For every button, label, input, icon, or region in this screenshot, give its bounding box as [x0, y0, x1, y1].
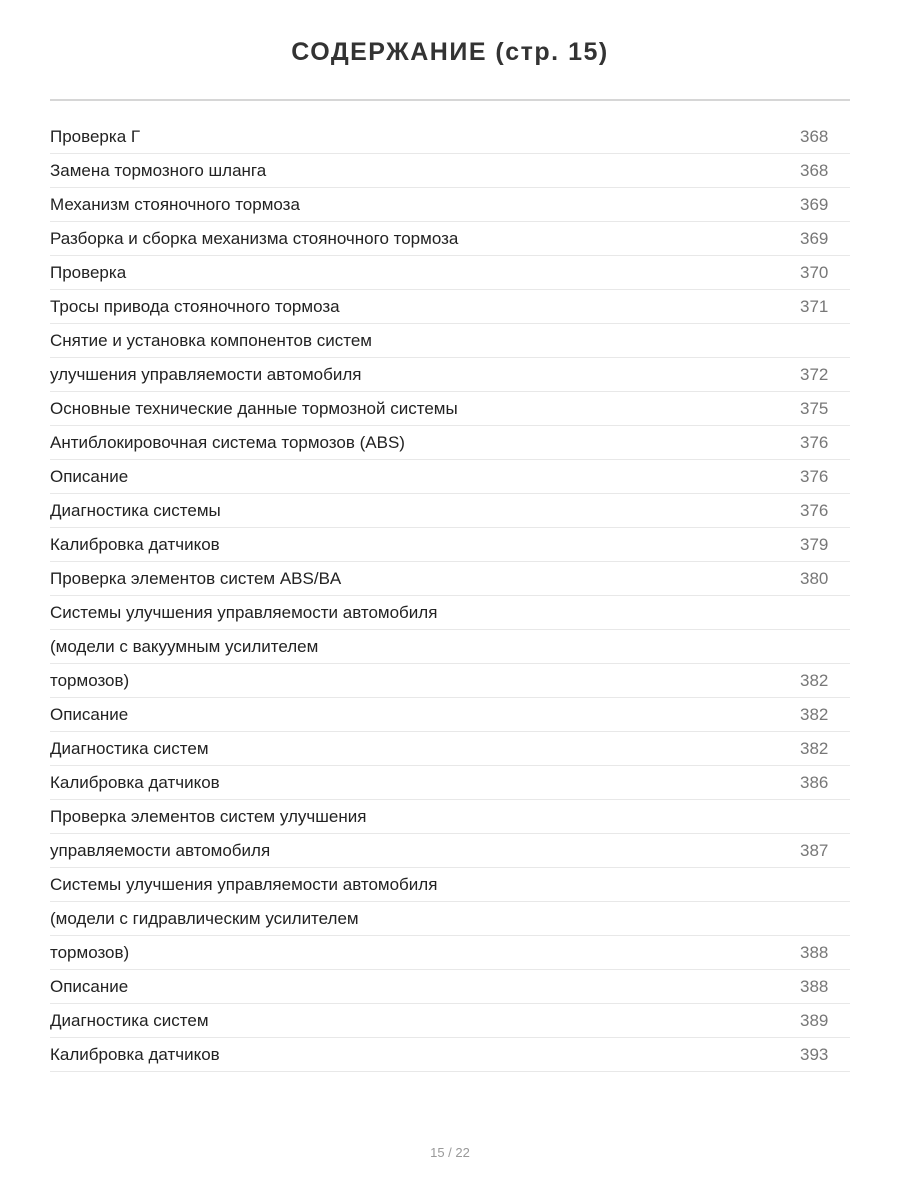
- toc-entry-page: 393: [800, 1044, 829, 1064]
- toc-entry-title: Тросы привода стояночного тормоза: [50, 296, 340, 316]
- toc-entry-title: Системы улучшения управляемости автомобиля: [50, 874, 438, 894]
- toc-entry-page: 368: [800, 126, 829, 146]
- toc-row[interactable]: [50, 154, 850, 188]
- toc-row[interactable]: [50, 494, 850, 528]
- toc-row[interactable]: [50, 1004, 850, 1038]
- toc-entry-page: 375: [800, 398, 829, 418]
- toc-entry-title: Проверка элементов систем улучшения: [50, 806, 367, 826]
- toc-entry-page: 369: [800, 194, 829, 214]
- page-title: СОДЕРЖАНИЕ (стр. 15): [291, 38, 609, 66]
- toc-entry-title: тормозов): [50, 942, 130, 962]
- toc-entry-title: Диагностика системы: [50, 500, 221, 520]
- toc-entry-page: 388: [800, 976, 829, 996]
- toc-row[interactable]: [50, 868, 850, 902]
- toc-entry-page: 369: [800, 228, 829, 248]
- toc-entry-page: 372: [800, 364, 829, 384]
- toc-entry-page: 382: [800, 670, 829, 690]
- title-divider: [50, 99, 850, 101]
- toc-entry-title: Проверка: [50, 262, 127, 282]
- toc-entry-title: Снятие и установка компонентов систем: [50, 330, 372, 350]
- toc-row[interactable]: [50, 120, 850, 154]
- toc-entry-page: 382: [800, 738, 829, 758]
- toc-entry-page: 380: [800, 568, 829, 588]
- toc-entry-title: Калибровка датчиков: [50, 534, 220, 554]
- toc-row[interactable]: [50, 766, 850, 800]
- toc-row[interactable]: [50, 630, 850, 664]
- toc-entry-title: Системы улучшения управляемости автомобиля: [50, 602, 438, 622]
- toc-entry-page: 371: [800, 296, 829, 316]
- toc-row[interactable]: [50, 562, 850, 596]
- toc-entry-title: Описание: [50, 704, 129, 724]
- toc-entry-title: Описание: [50, 466, 129, 486]
- toc-entry-page: 376: [800, 466, 829, 486]
- toc-row[interactable]: [50, 528, 850, 562]
- toc-row[interactable]: [50, 358, 850, 392]
- page-counter: 15 / 22: [430, 1145, 470, 1160]
- toc-row[interactable]: [50, 902, 850, 936]
- toc-row[interactable]: [50, 460, 850, 494]
- toc-row[interactable]: [50, 392, 850, 426]
- toc-row[interactable]: [50, 256, 850, 290]
- toc-entry-title: Диагностика систем: [50, 1010, 209, 1030]
- toc-entry-page: 387: [800, 840, 829, 860]
- toc-entry-page: 389: [800, 1010, 829, 1030]
- toc-row[interactable]: [50, 936, 850, 970]
- toc-entry-title: тормозов): [50, 670, 130, 690]
- toc-entry-title: Разборка и сборка механизма стояночного тормоза: [50, 228, 459, 248]
- toc-row[interactable]: [50, 222, 850, 256]
- toc-entry-page: 379: [800, 534, 829, 554]
- toc-row[interactable]: [50, 290, 850, 324]
- toc-entry-page: 376: [800, 432, 829, 452]
- toc-row[interactable]: [50, 596, 850, 630]
- toc-entry-page: 386: [800, 772, 829, 792]
- toc-entry-title: улучшения управляемости автомобиля: [50, 364, 362, 384]
- toc-row[interactable]: [50, 970, 850, 1004]
- toc-row[interactable]: [50, 834, 850, 868]
- toc-entry-title: (модели с гидравлическим усилителем: [50, 908, 359, 928]
- toc-entry-title: Антиблокировочная система тормозов (ABS): [50, 432, 405, 452]
- toc-entry-title: Описание: [50, 976, 129, 996]
- toc-entry-page: 382: [800, 704, 829, 724]
- toc-entry-title: Калибровка датчиков: [50, 772, 220, 792]
- toc-row[interactable]: [50, 324, 850, 358]
- toc-row[interactable]: [50, 664, 850, 698]
- toc-entry-title: управляемости автомобиля: [50, 840, 271, 860]
- toc-row[interactable]: [50, 1038, 850, 1072]
- toc-entry-page: 368: [800, 160, 829, 180]
- toc-entry-title: Основные технические данные тормозной системы: [50, 398, 458, 418]
- toc-entry-page: 370: [800, 262, 829, 282]
- toc-row[interactable]: [50, 188, 850, 222]
- toc-row[interactable]: [50, 800, 850, 834]
- toc-entry-title: Диагностика систем: [50, 738, 209, 758]
- toc-row[interactable]: [50, 426, 850, 460]
- toc-entry-title: (модели с вакуумным усилителем: [50, 636, 319, 656]
- toc-entry-title: Замена тормозного шланга: [50, 160, 267, 180]
- toc-list: [50, 120, 850, 1072]
- toc-row[interactable]: [50, 698, 850, 732]
- toc-entry-page: 388: [800, 942, 829, 962]
- toc-entry-title: Проверка элементов систем ABS/BA: [50, 568, 342, 588]
- toc-entry-title: Проверка Г: [50, 126, 141, 146]
- toc-entry-title: Калибровка датчиков: [50, 1044, 220, 1064]
- toc-entry-title: Механизм стояночного тормоза: [50, 194, 300, 214]
- toc-entry-page: 376: [800, 500, 829, 520]
- toc-row[interactable]: [50, 732, 850, 766]
